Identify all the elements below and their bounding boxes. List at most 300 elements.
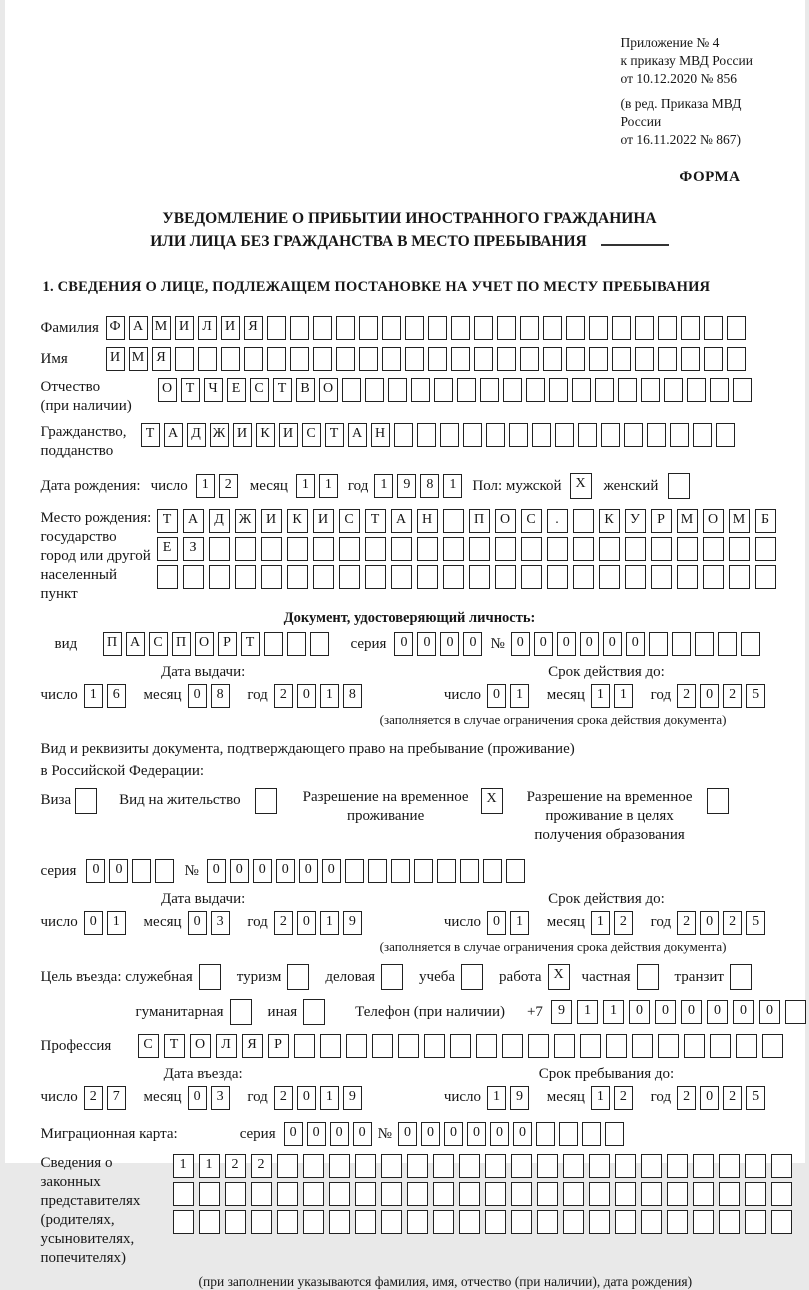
form-cell[interactable]	[313, 537, 334, 561]
form-cell[interactable]	[537, 1210, 558, 1234]
form-cell[interactable]: 0	[557, 632, 576, 656]
form-cell[interactable]	[209, 565, 230, 589]
form-cell[interactable]	[589, 1182, 610, 1206]
form-cell[interactable]: И	[175, 316, 194, 340]
form-cell[interactable]	[394, 423, 413, 447]
form-cell[interactable]: К	[599, 509, 620, 533]
form-cell[interactable]: Т	[241, 632, 260, 656]
form-cell[interactable]	[635, 347, 654, 371]
form-cell[interactable]	[277, 1210, 298, 1234]
form-cell[interactable]	[198, 347, 217, 371]
form-cell[interactable]	[469, 565, 490, 589]
form-cell[interactable]: О	[195, 632, 214, 656]
visa-checkbox[interactable]	[75, 788, 97, 814]
form-cell[interactable]: О	[158, 378, 177, 402]
form-cell[interactable]: Я	[242, 1034, 263, 1058]
form-cell[interactable]: 8	[420, 474, 439, 498]
form-cell[interactable]: 0	[330, 1122, 349, 1146]
form-cell[interactable]: 0	[394, 632, 413, 656]
form-cell[interactable]	[670, 423, 689, 447]
form-cell[interactable]	[547, 565, 568, 589]
form-cell[interactable]: О	[319, 378, 338, 402]
form-cell[interactable]: 1	[320, 684, 339, 708]
form-cell[interactable]	[687, 378, 706, 402]
form-cell[interactable]: Л	[198, 316, 217, 340]
form-cell[interactable]	[727, 347, 746, 371]
form-cell[interactable]	[599, 537, 620, 561]
form-cell[interactable]	[573, 565, 594, 589]
form-cell[interactable]	[459, 1154, 480, 1178]
form-cell[interactable]: 1	[84, 684, 103, 708]
form-cell[interactable]: 2	[677, 1086, 696, 1110]
form-cell[interactable]: 0	[417, 632, 436, 656]
residence-permit-checkbox[interactable]	[255, 788, 277, 814]
form-cell[interactable]	[612, 316, 631, 340]
form-cell[interactable]	[612, 347, 631, 371]
form-cell[interactable]: 2	[723, 1086, 742, 1110]
form-cell[interactable]	[719, 1182, 740, 1206]
gender-male-checkbox[interactable]: X	[570, 473, 592, 499]
form-cell[interactable]	[372, 1034, 393, 1058]
form-cell[interactable]: 1	[107, 911, 126, 935]
form-cell[interactable]	[511, 1210, 532, 1234]
temp-permit-checkbox[interactable]: X	[481, 788, 503, 814]
form-cell[interactable]	[641, 378, 660, 402]
form-cell[interactable]	[417, 565, 438, 589]
form-cell[interactable]: 2	[84, 1086, 103, 1110]
form-cell[interactable]	[601, 423, 620, 447]
form-cell[interactable]	[755, 537, 776, 561]
form-cell[interactable]	[459, 1210, 480, 1234]
form-cell[interactable]: П	[469, 509, 490, 533]
form-cell[interactable]: П	[103, 632, 122, 656]
form-cell[interactable]	[437, 859, 456, 883]
form-cell[interactable]	[521, 537, 542, 561]
form-cell[interactable]	[303, 1210, 324, 1234]
form-cell[interactable]: 0	[511, 632, 530, 656]
form-cell[interactable]: 0	[655, 1000, 676, 1024]
form-cell[interactable]: Я	[152, 347, 171, 371]
form-cell[interactable]: Д	[187, 423, 206, 447]
form-cell[interactable]	[537, 1182, 558, 1206]
form-cell[interactable]: 0	[253, 859, 272, 883]
form-cell[interactable]	[365, 378, 384, 402]
form-cell[interactable]	[618, 378, 637, 402]
form-cell[interactable]: 1	[443, 474, 462, 498]
form-cell[interactable]	[294, 1034, 315, 1058]
form-cell[interactable]: У	[625, 509, 646, 533]
form-cell[interactable]	[563, 1154, 584, 1178]
form-cell[interactable]	[703, 537, 724, 561]
form-cell[interactable]: 0	[626, 632, 645, 656]
edu-permit-checkbox[interactable]	[707, 788, 729, 814]
form-cell[interactable]: 2	[219, 474, 238, 498]
form-cell[interactable]: 8	[211, 684, 230, 708]
form-cell[interactable]	[703, 565, 724, 589]
form-cell[interactable]	[719, 1154, 740, 1178]
form-cell[interactable]: 1	[577, 1000, 598, 1024]
form-cell[interactable]: Т	[273, 378, 292, 402]
form-cell[interactable]	[391, 537, 412, 561]
form-cell[interactable]	[563, 1210, 584, 1234]
form-cell[interactable]	[719, 1210, 740, 1234]
form-cell[interactable]: 0	[276, 859, 295, 883]
form-cell[interactable]	[549, 378, 568, 402]
form-cell[interactable]: 1	[614, 684, 633, 708]
form-cell[interactable]: 9	[397, 474, 416, 498]
form-cell[interactable]: 0	[534, 632, 553, 656]
form-cell[interactable]: М	[152, 316, 171, 340]
form-cell[interactable]	[641, 1210, 662, 1234]
form-cell[interactable]: Р	[268, 1034, 289, 1058]
form-cell[interactable]: 6	[107, 684, 126, 708]
form-cell[interactable]: 0	[513, 1122, 532, 1146]
form-cell[interactable]: Т	[157, 509, 178, 533]
form-cell[interactable]	[355, 1210, 376, 1234]
form-cell[interactable]	[573, 537, 594, 561]
form-cell[interactable]	[381, 1210, 402, 1234]
form-cell[interactable]	[582, 1122, 601, 1146]
form-cell[interactable]	[469, 537, 490, 561]
form-cell[interactable]	[225, 1182, 246, 1206]
form-cell[interactable]: М	[129, 347, 148, 371]
form-cell[interactable]: 0	[188, 1086, 207, 1110]
form-cell[interactable]	[417, 537, 438, 561]
form-cell[interactable]	[287, 632, 306, 656]
form-cell[interactable]	[428, 347, 447, 371]
form-cell[interactable]	[381, 1154, 402, 1178]
form-cell[interactable]	[729, 565, 750, 589]
form-cell[interactable]	[287, 565, 308, 589]
form-cell[interactable]	[336, 316, 355, 340]
form-cell[interactable]	[497, 316, 516, 340]
form-cell[interactable]: Т	[365, 509, 386, 533]
form-cell[interactable]	[155, 859, 174, 883]
form-cell[interactable]	[221, 347, 240, 371]
form-cell[interactable]: 2	[677, 684, 696, 708]
form-cell[interactable]	[651, 537, 672, 561]
form-cell[interactable]: А	[164, 423, 183, 447]
form-cell[interactable]: К	[256, 423, 275, 447]
form-cell[interactable]	[382, 347, 401, 371]
form-cell[interactable]	[443, 565, 464, 589]
form-cell[interactable]	[365, 565, 386, 589]
official-checkbox[interactable]	[199, 964, 221, 990]
form-cell[interactable]	[303, 1182, 324, 1206]
form-cell[interactable]	[287, 537, 308, 561]
form-cell[interactable]: 0	[733, 1000, 754, 1024]
form-cell[interactable]	[433, 1182, 454, 1206]
form-cell[interactable]	[290, 316, 309, 340]
form-cell[interactable]	[559, 1122, 578, 1146]
form-cell[interactable]: 1	[296, 474, 315, 498]
form-cell[interactable]: 0	[307, 1122, 326, 1146]
form-cell[interactable]	[771, 1210, 792, 1234]
form-cell[interactable]: С	[250, 378, 269, 402]
form-cell[interactable]	[672, 632, 691, 656]
form-cell[interactable]	[729, 537, 750, 561]
form-cell[interactable]	[762, 1034, 783, 1058]
form-cell[interactable]: 0	[707, 1000, 728, 1024]
form-cell[interactable]	[578, 423, 597, 447]
form-cell[interactable]: Я	[244, 316, 263, 340]
form-cell[interactable]	[554, 1034, 575, 1058]
form-cell[interactable]	[235, 565, 256, 589]
form-cell[interactable]	[677, 565, 698, 589]
form-cell[interactable]: .	[547, 509, 568, 533]
form-cell[interactable]: 0	[353, 1122, 372, 1146]
form-cell[interactable]	[710, 378, 729, 402]
form-cell[interactable]	[443, 509, 464, 533]
form-cell[interactable]	[483, 859, 502, 883]
business-checkbox[interactable]	[381, 964, 403, 990]
form-cell[interactable]	[303, 1154, 324, 1178]
form-cell[interactable]: 0	[444, 1122, 463, 1146]
form-cell[interactable]: 0	[629, 1000, 650, 1024]
form-cell[interactable]: Н	[371, 423, 390, 447]
form-cell[interactable]	[310, 632, 329, 656]
form-cell[interactable]	[267, 347, 286, 371]
form-cell[interactable]: 2	[723, 911, 742, 935]
form-cell[interactable]	[641, 1182, 662, 1206]
form-cell[interactable]	[563, 1182, 584, 1206]
study-checkbox[interactable]	[461, 964, 483, 990]
form-cell[interactable]: 0	[700, 1086, 719, 1110]
form-cell[interactable]: 9	[551, 1000, 572, 1024]
form-cell[interactable]	[463, 423, 482, 447]
form-cell[interactable]: 3	[211, 1086, 230, 1110]
form-cell[interactable]	[658, 316, 677, 340]
form-cell[interactable]	[532, 423, 551, 447]
form-cell[interactable]	[355, 1154, 376, 1178]
form-cell[interactable]: Ж	[210, 423, 229, 447]
form-cell[interactable]: 2	[274, 911, 293, 935]
form-cell[interactable]	[173, 1182, 194, 1206]
form-cell[interactable]: С	[521, 509, 542, 533]
form-cell[interactable]: И	[106, 347, 125, 371]
form-cell[interactable]	[589, 347, 608, 371]
form-cell[interactable]: Б	[755, 509, 776, 533]
form-cell[interactable]	[695, 632, 714, 656]
form-cell[interactable]: И	[233, 423, 252, 447]
form-cell[interactable]	[589, 1210, 610, 1234]
form-cell[interactable]	[476, 1034, 497, 1058]
form-cell[interactable]	[716, 423, 735, 447]
form-cell[interactable]: 1	[591, 1086, 610, 1110]
form-cell[interactable]	[537, 1154, 558, 1178]
form-cell[interactable]: 0	[109, 859, 128, 883]
form-cell[interactable]	[509, 423, 528, 447]
form-cell[interactable]	[434, 378, 453, 402]
form-cell[interactable]	[536, 1122, 555, 1146]
form-cell[interactable]: 0	[188, 684, 207, 708]
form-cell[interactable]	[433, 1154, 454, 1178]
form-cell[interactable]: 2	[251, 1154, 272, 1178]
form-cell[interactable]: 0	[681, 1000, 702, 1024]
form-cell[interactable]	[589, 316, 608, 340]
form-cell[interactable]	[615, 1154, 636, 1178]
form-cell[interactable]	[632, 1034, 653, 1058]
form-cell[interactable]	[336, 347, 355, 371]
form-cell[interactable]: 1	[510, 911, 529, 935]
form-cell[interactable]	[405, 316, 424, 340]
form-cell[interactable]: 1	[199, 1154, 220, 1178]
form-cell[interactable]: 0	[230, 859, 249, 883]
form-cell[interactable]	[486, 423, 505, 447]
form-cell[interactable]	[615, 1210, 636, 1234]
form-cell[interactable]: 0	[487, 911, 506, 935]
form-cell[interactable]: Е	[157, 537, 178, 561]
form-cell[interactable]: 5	[746, 684, 765, 708]
form-cell[interactable]: 0	[700, 684, 719, 708]
form-cell[interactable]	[391, 859, 410, 883]
form-cell[interactable]	[339, 565, 360, 589]
form-cell[interactable]	[183, 565, 204, 589]
form-cell[interactable]	[480, 378, 499, 402]
form-cell[interactable]	[329, 1182, 350, 1206]
form-cell[interactable]: 9	[343, 911, 362, 935]
form-cell[interactable]	[566, 316, 585, 340]
form-cell[interactable]: 3	[211, 911, 230, 935]
form-cell[interactable]	[313, 316, 332, 340]
form-cell[interactable]	[625, 565, 646, 589]
form-cell[interactable]	[495, 537, 516, 561]
form-cell[interactable]: 1	[319, 474, 338, 498]
form-cell[interactable]	[497, 347, 516, 371]
form-cell[interactable]	[727, 316, 746, 340]
form-cell[interactable]: О	[703, 509, 724, 533]
form-cell[interactable]: 2	[225, 1154, 246, 1178]
form-cell[interactable]	[693, 1154, 714, 1178]
form-cell[interactable]	[251, 1210, 272, 1234]
form-cell[interactable]	[485, 1154, 506, 1178]
form-cell[interactable]: 1	[591, 911, 610, 935]
form-cell[interactable]: 0	[463, 632, 482, 656]
form-cell[interactable]	[649, 632, 668, 656]
form-cell[interactable]: 0	[487, 684, 506, 708]
form-cell[interactable]: О	[190, 1034, 211, 1058]
form-cell[interactable]: 0	[299, 859, 318, 883]
form-cell[interactable]: П	[172, 632, 191, 656]
form-cell[interactable]	[599, 565, 620, 589]
form-cell[interactable]	[495, 565, 516, 589]
form-cell[interactable]	[615, 1182, 636, 1206]
form-cell[interactable]: 0	[297, 1086, 316, 1110]
form-cell[interactable]: З	[183, 537, 204, 561]
form-cell[interactable]: 2	[274, 1086, 293, 1110]
form-cell[interactable]	[736, 1034, 757, 1058]
form-cell[interactable]: Д	[209, 509, 230, 533]
form-cell[interactable]: 2	[614, 1086, 633, 1110]
form-cell[interactable]	[755, 565, 776, 589]
form-cell[interactable]	[225, 1210, 246, 1234]
form-cell[interactable]: 1	[320, 1086, 339, 1110]
form-cell[interactable]: И	[313, 509, 334, 533]
form-cell[interactable]	[641, 1154, 662, 1178]
form-cell[interactable]	[199, 1182, 220, 1206]
form-cell[interactable]	[502, 1034, 523, 1058]
form-cell[interactable]	[209, 537, 230, 561]
form-cell[interactable]	[511, 1182, 532, 1206]
transit-checkbox[interactable]	[730, 964, 752, 990]
form-cell[interactable]	[635, 316, 654, 340]
form-cell[interactable]: Е	[227, 378, 246, 402]
form-cell[interactable]	[589, 1154, 610, 1178]
form-cell[interactable]	[199, 1210, 220, 1234]
form-cell[interactable]	[267, 316, 286, 340]
form-cell[interactable]: А	[391, 509, 412, 533]
form-cell[interactable]	[664, 378, 683, 402]
form-cell[interactable]	[745, 1182, 766, 1206]
form-cell[interactable]	[647, 423, 666, 447]
form-cell[interactable]: 0	[603, 632, 622, 656]
form-cell[interactable]: 1	[173, 1154, 194, 1178]
form-cell[interactable]	[543, 316, 562, 340]
form-cell[interactable]	[417, 423, 436, 447]
form-cell[interactable]	[651, 565, 672, 589]
form-cell[interactable]	[157, 565, 178, 589]
form-cell[interactable]: О	[495, 509, 516, 533]
form-cell[interactable]: Л	[216, 1034, 237, 1058]
form-cell[interactable]: Ж	[235, 509, 256, 533]
form-cell[interactable]	[235, 537, 256, 561]
form-cell[interactable]	[733, 378, 752, 402]
form-cell[interactable]: 2	[614, 911, 633, 935]
form-cell[interactable]	[424, 1034, 445, 1058]
form-cell[interactable]	[428, 316, 447, 340]
form-cell[interactable]	[710, 1034, 731, 1058]
private-checkbox[interactable]	[637, 964, 659, 990]
form-cell[interactable]	[261, 565, 282, 589]
form-cell[interactable]	[381, 1182, 402, 1206]
form-cell[interactable]	[368, 859, 387, 883]
form-cell[interactable]	[313, 565, 334, 589]
form-cell[interactable]	[451, 347, 470, 371]
form-cell[interactable]: 0	[322, 859, 341, 883]
form-cell[interactable]	[414, 859, 433, 883]
form-cell[interactable]: 0	[86, 859, 105, 883]
form-cell[interactable]	[411, 378, 430, 402]
gender-female-checkbox[interactable]	[668, 473, 690, 499]
form-cell[interactable]	[521, 565, 542, 589]
form-cell[interactable]	[450, 1034, 471, 1058]
form-cell[interactable]	[572, 378, 591, 402]
form-cell[interactable]	[342, 378, 361, 402]
form-cell[interactable]: 2	[723, 684, 742, 708]
form-cell[interactable]: И	[279, 423, 298, 447]
form-cell[interactable]	[543, 347, 562, 371]
form-cell[interactable]: А	[183, 509, 204, 533]
form-cell[interactable]	[677, 537, 698, 561]
form-cell[interactable]	[407, 1210, 428, 1234]
form-cell[interactable]	[244, 347, 263, 371]
form-cell[interactable]: 0	[580, 632, 599, 656]
form-cell[interactable]	[388, 378, 407, 402]
form-cell[interactable]: 0	[284, 1122, 303, 1146]
form-cell[interactable]	[339, 537, 360, 561]
form-cell[interactable]: 1	[196, 474, 215, 498]
form-cell[interactable]	[173, 1210, 194, 1234]
form-cell[interactable]: 1	[374, 474, 393, 498]
form-cell[interactable]	[704, 347, 723, 371]
form-cell[interactable]	[329, 1210, 350, 1234]
form-cell[interactable]: С	[138, 1034, 159, 1058]
form-cell[interactable]	[277, 1182, 298, 1206]
form-cell[interactable]: Т	[181, 378, 200, 402]
form-cell[interactable]: 0	[759, 1000, 780, 1024]
form-cell[interactable]	[346, 1034, 367, 1058]
form-cell[interactable]	[771, 1154, 792, 1178]
